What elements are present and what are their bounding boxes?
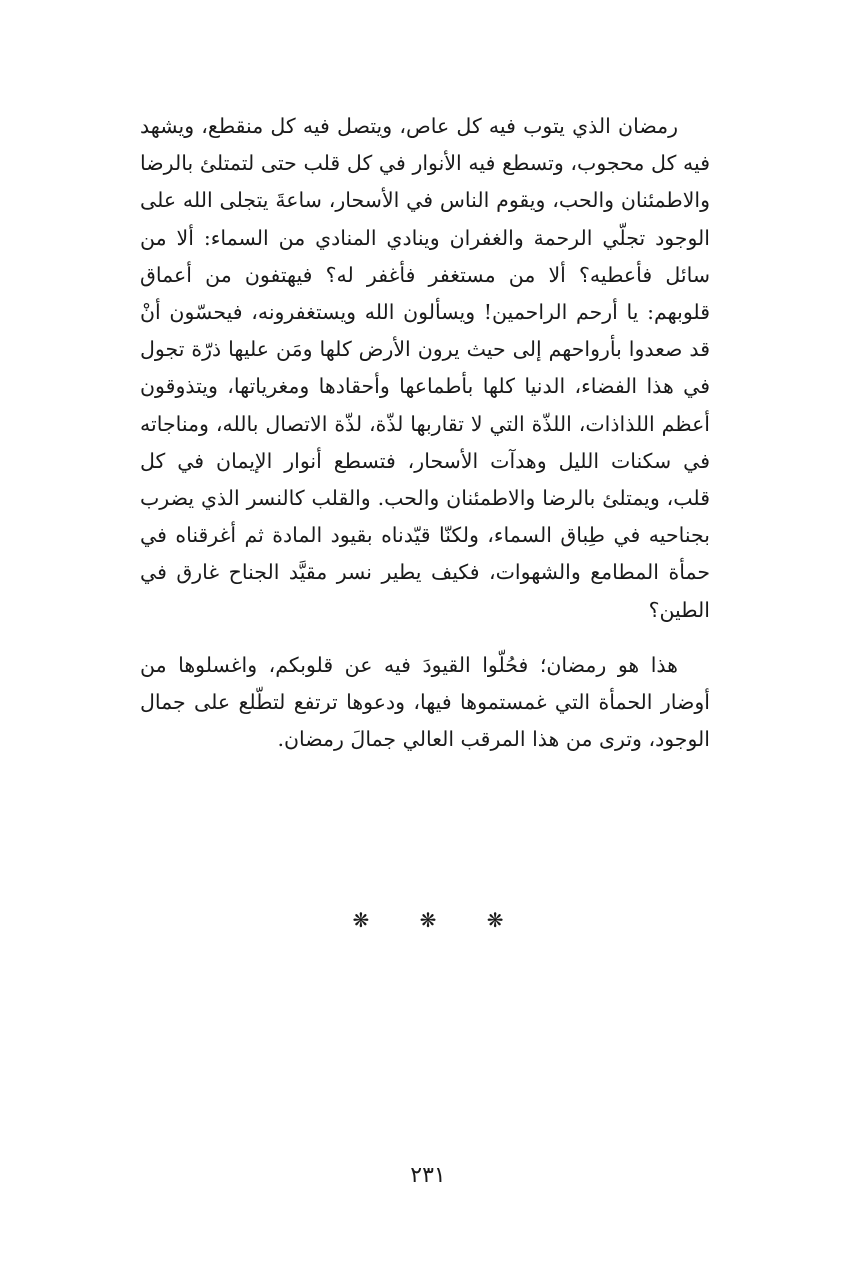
paragraph-1: رمضان الذي يتوب فيه كل عاص، ويتصل فيه كل منقطع، ويشهد فيه كل محجوب، وتسطع فيه الأنوار في كل قلب حتى لتمتلئ بالرضا والاطمئنان والحب، ويقوم الناس في الأسحار، ساعةَ يتجلى الله على الوجود تجلّي الرحمة والغفران وينادي المنادي من السماء: ألا من سائل فأعطيه؟ ألا من مستغفر فأغفر له؟ فيهتفون من أعماق قلوبهم: يا أرحم الراحمين! ويسألون الله ويستغفرونه، فيحسّون أنْ قد صعدوا بأرواحهم إلى حيث يرون الأرض كلها ومَن عليها ذرّة تجول في هذا الفضاء، الدنيا كلها بأطماعها وأحقادها ومغرياتها، ويتذوقون أعظم اللذاذات، اللذّة التي لا تقاربها لذّة، لذّة الاتصال بالله، ومناجاته في سكنات الليل وهدآت الأسحار، فتسطع أنوار الإيمان في كل قلب، ويمتلئ بالرضا والاطمئنان والحب. والقلب كالنسر الذي يضرب بجناحيه في طِباق السماء، ولكنّا قيّدناه بقيود المادة ثم أغرقناه في حمأة المطامع والشهوات، فكيف يطير نسر مقيَّد الجناح غارق في الطين؟ xyxy=(140,114,710,622)
page-number: ٢٣١ xyxy=(410,1163,446,1188)
body-text xyxy=(140,108,710,758)
section-separator: ❋ ❋ ❋ xyxy=(352,908,526,932)
paragraph-2: هذا هو رمضان؛ فحُلّوا القيودَ فيه عن قلوبكم، واغسلوها من أوضار الحمأة التي غمستموها فيها، ودعوها ترتفع لتطّلع على جمال الوجود، وترى من هذا المرقب العالي جمالَ رمضان. xyxy=(140,652,710,752)
